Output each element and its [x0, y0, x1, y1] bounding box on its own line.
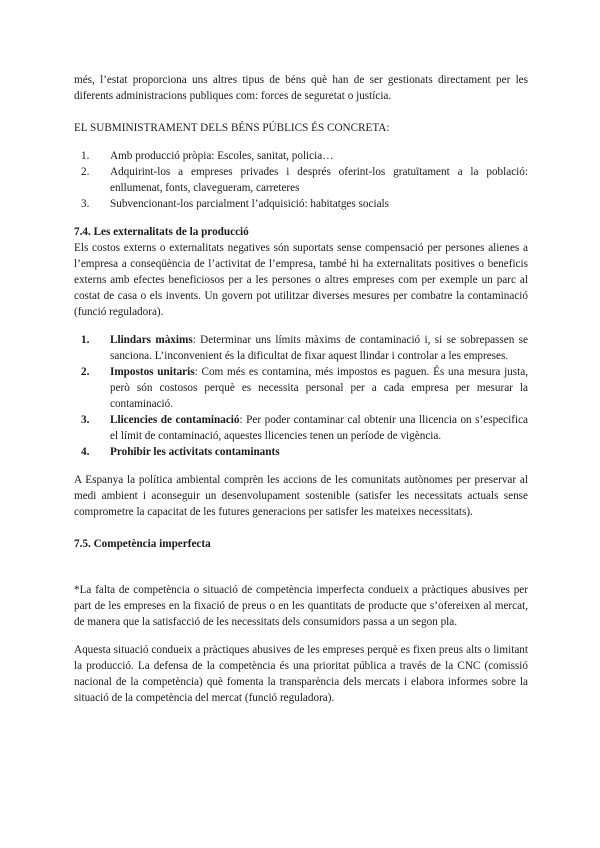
- competition-paragraph-2: Aquesta situació condueix a pràctiques abusives de les empreses perquè es fixen preus alts o limitant la producció. La defensa de la competència és una prioritat pública a través de la CNC (comissió nacional de la competència) què fomenta la transparència dels mercats i elabora informes sobre la situació de la competència del mercat (funció reguladora).: [74, 644, 528, 704]
- measures-list: [74, 332, 528, 460]
- public-goods-subheading: EL SUBMINISTRAMENT DELS BÉNS PÚBLICS ÉS CONCRETA:: [74, 122, 390, 134]
- list-item: 3. Subvencionant-los parcialment l’adquisició: habitatges socials: [81, 198, 389, 210]
- list-item: 2. Impostos unitaris: Com més es contamina, més impostos es paguen. És una mesura justa, però són costosos perquè es necessita personal per a cada empresa per mesurar la contaminació.: [81, 366, 528, 410]
- section-heading-7-4: 7.4. Les externalitats de la producció: [74, 226, 249, 238]
- list-item: 3. Llicencies de contaminació: Per poder contaminar cal obtenir una llicencia on s’especifica el límit de contaminació, aquestes llicencies tenen un període de vigència.: [81, 414, 528, 442]
- competition-paragraph-1: *La falta de competència o situació de competència imperfecta condueix a pràctiques abusives per part de les empreses en la fixació de preus o en les quantitats de producte que s’ofereixen al mercat, de manera que la satisfacció de les necessitats dels consumidors passa a un segon pla.: [74, 584, 528, 628]
- supply-list: [74, 148, 528, 212]
- list-item: 1. Llindars màxims: Determinar uns límits màxims de contaminació i, si se sobrepassen se sanciona. L’inconvenient és la dificultat de fixar aquest llindar i controlar a les empreses.: [81, 334, 529, 362]
- spain-policy-paragraph: A Espanya la política ambiental comprèn les accions de les comunitats autònomes per preservar al medi ambient i aconseguir un desenvolupament sostenible (satisfer les necessitats actuals sense comprometre la capacitat de les futures generacions per satisfer les mateixes necessitats).: [74, 474, 528, 518]
- externalities-paragraph: Els costos externs o externalitats negatives són suportats sense compensació per persones alienes a l’empresa a conseqüència de l’activitat de l’empresa, també hi ha externalitats positives o beneficis externs amb efectes beneficiosos per a les persones o altres empreses com per exemple un parc al costat de casa o els invents. Un govern pot utilitzar diverses mesures per combatre la contaminació (funció reguladora).: [74, 242, 528, 318]
- list-item: 1. Amb producció pròpia: Escoles, sanitat, policia…: [81, 150, 334, 162]
- document-page: [74, 72, 528, 706]
- intro-paragraph: més, l’estat proporciona uns altres tipus de béns què han de ser gestionats directament per les diferents administracions publiques com: forces de seguretat o justícia.: [74, 74, 528, 102]
- list-item: 2. Adquirint-los a empreses privades i després oferint-los gratuïtament a la població: enllumenat, fonts, clavegueram, carreteres: [81, 166, 528, 194]
- section-heading-7-5: 7.5. Competència imperfecta: [74, 538, 211, 550]
- list-item: 4. Prohibir les activitats contaminants: [81, 446, 280, 458]
